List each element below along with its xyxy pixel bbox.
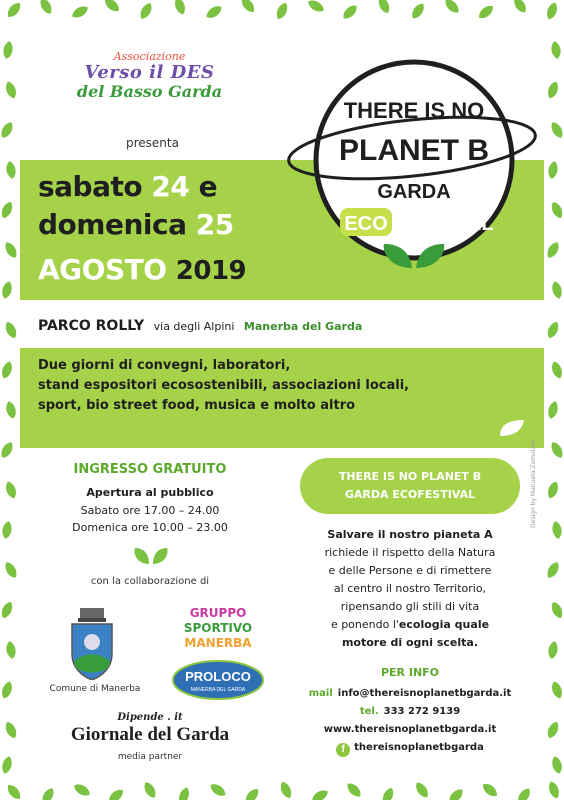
facebook-icon: f xyxy=(336,743,350,757)
festival-box-line1: THERE IS NO PLANET B xyxy=(338,470,482,483)
info-mail-row xyxy=(282,688,538,699)
opening-title: Apertura al pubblico xyxy=(86,486,214,499)
opening-sunday: Domenica ore 10.00 – 23.00 xyxy=(72,521,228,534)
claim-text xyxy=(282,526,538,652)
festival-logo xyxy=(282,48,542,293)
gruppo-line3: MANERBA xyxy=(184,636,252,650)
location-street: via degli Alpini xyxy=(153,320,235,333)
claim-line6-pre: e ponendo l' xyxy=(330,618,399,631)
date-year: 2019 xyxy=(175,256,247,286)
info-facebook-row xyxy=(282,742,538,757)
description-line2: stand espositori ecosostenibili, associazioni locali, xyxy=(38,378,410,393)
location-park: PARCO ROLLY xyxy=(38,318,145,334)
festival-logo-line3: GARDA xyxy=(377,181,451,203)
leaf-icon xyxy=(498,418,526,438)
festival-logo-eco: ECO xyxy=(344,213,388,235)
claim-line3: e delle Persone e di rimettere xyxy=(328,564,492,577)
location-town: Manerba del Garda xyxy=(243,320,363,333)
date-saturday-word: sabato xyxy=(38,170,143,203)
design-credit: Design by Manuela Zamolato xyxy=(530,440,537,528)
media-role: media partner xyxy=(117,752,183,762)
festival-logo-line2: PLANET B xyxy=(339,134,489,167)
description xyxy=(38,356,409,416)
media-sub: Dipende . it xyxy=(117,712,183,723)
date-sunday xyxy=(38,208,234,241)
festival-box-line2: GARDA ECOFESTIVAL xyxy=(344,488,476,501)
date-saturday xyxy=(38,170,217,203)
leaves-icon xyxy=(134,542,168,566)
association-line2: Verso il DES xyxy=(84,62,215,83)
proloco-subtitle: MANERBA DEL GARDA xyxy=(190,687,246,693)
proloco-logo xyxy=(172,660,264,700)
presenta-label: presenta xyxy=(126,136,179,150)
date-sunday-word: domenica xyxy=(38,208,187,241)
proloco-name: PROLOCO xyxy=(185,669,251,684)
date-sunday-number: 25 xyxy=(195,208,234,241)
comune-label: Comune di Manerba xyxy=(49,684,141,694)
poster xyxy=(20,20,544,780)
claim-line4: al centro il nostro Territorio, xyxy=(333,582,487,595)
description-line1: Due giorni di convegni, laboratori, xyxy=(38,358,291,373)
claim-line5: ripensando gli stili di vita xyxy=(340,600,480,613)
info-mail-label: mail xyxy=(308,688,333,699)
info-tel-value[interactable]: 333 272 9139 xyxy=(383,706,461,717)
info-tel-label: tel. xyxy=(359,706,379,717)
collaboration-label: con la collaborazione di xyxy=(90,576,210,587)
info-tel-row xyxy=(282,706,538,717)
festival-logo-line1: THERE IS NO xyxy=(343,98,485,123)
admission-title: INGRESSO GRATUITO xyxy=(73,462,227,477)
gruppo-sportivo-logo xyxy=(168,606,268,651)
media-name: Giornale del Garda xyxy=(70,724,230,745)
association-line1: Associazione xyxy=(113,50,186,63)
festival-box xyxy=(300,458,520,514)
claim-line6-bold: ecologia quale xyxy=(398,618,490,631)
opening-saturday: Sabato ore 17.00 – 24.00 xyxy=(80,504,220,517)
info-mail-link[interactable]: info@thereisnoplanetbgarda.it xyxy=(337,688,512,699)
location xyxy=(38,318,362,334)
festival-logo-festival: FESTIVAL xyxy=(398,213,494,235)
date-month-name: AGOSTO xyxy=(38,253,167,286)
date-saturday-number: 24 xyxy=(151,170,190,203)
info-facebook-link[interactable]: thereisnoplanetbgarda xyxy=(354,742,484,753)
claim-line1: Salvare il nostro pianeta A xyxy=(327,528,493,541)
claim-line2: richiede il rispetto della Natura xyxy=(324,546,496,559)
date-month xyxy=(38,253,246,286)
association-logo xyxy=(62,50,237,101)
comune-crest-icon xyxy=(68,608,116,680)
description-line3: sport, bio street food, musica e molto altro xyxy=(38,398,356,413)
info-website-link[interactable]: www.thereisnoplanetbgarda.it xyxy=(323,724,497,735)
gruppo-line2: SPORTIVO xyxy=(183,621,253,635)
gruppo-line1: GRUPPO xyxy=(189,606,247,620)
association-line3: del Basso Garda xyxy=(76,82,223,101)
info-title: PER INFO xyxy=(380,666,440,679)
claim-line7: motore di ogni scelta. xyxy=(341,636,479,649)
claim-line6 xyxy=(282,616,538,634)
date-conjunction: e xyxy=(198,170,218,203)
